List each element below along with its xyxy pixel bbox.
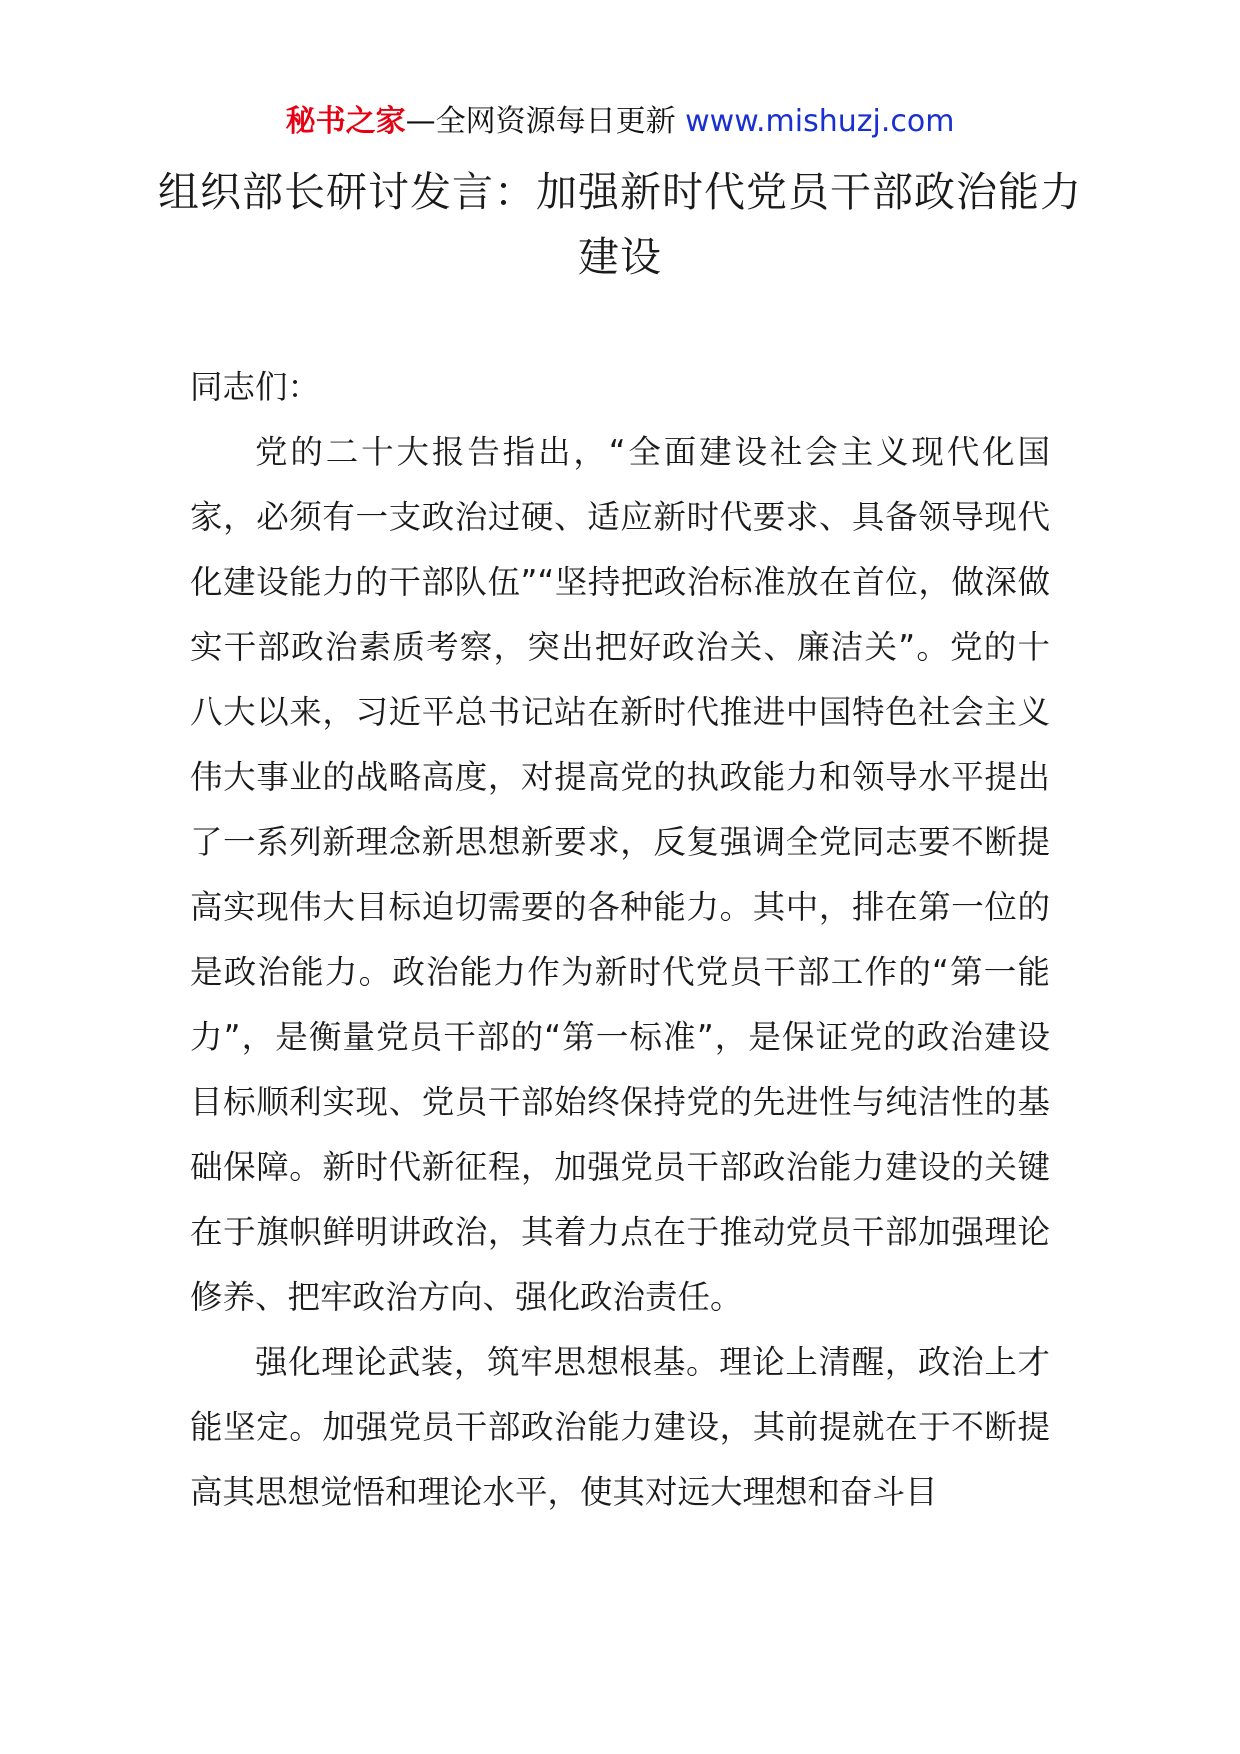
brand-name: 秘书之家	[285, 104, 406, 139]
document-title: 组织部长研讨发言：加强新时代党员干部政治能力建设	[158, 168, 1082, 281]
site-header	[0, 100, 1240, 144]
salutation: 同志们：	[190, 368, 321, 406]
paragraph-1: 党的二十大报告指出，“全面建设社会主义现代化国家，必须有一支政治过硬、适应新时代要求、具备领导现代化建设能力的干部队伍”“坚持把政治标准放在首位，做深做实干部政治素质考察，突出把好政治关、廉洁关”。党的十八大以来，习近平总书记站在新时代推进中国特色社会主义伟大事业的战略高度，对提高党的执政能力和领导水平提出了一系列新理念新思想新要求，反复强调全党同志要不断提高实现伟大目标迫切需要的各种能力。其中，排在第一位的是政治能力。政治能力作为新时代党员干部工作的“第一能力”，是衡量党员干部的“第一标准”，是保证党的政治建设目标顺利实现、党员干部始终保持党的先进性与纯洁性的基础保障。新时代新征程，加强党员干部政治能力建设的关键在于旗帜鲜明讲政治，其着力点在于推动党员干部加强理论修养、把牢政治方向、强化政治责任。	[190, 433, 1050, 1316]
site-url[interactable]: www.mishuzj.com	[685, 104, 955, 139]
header-tagline: —全网资源每日更新	[405, 104, 686, 139]
document-body	[190, 355, 1050, 1525]
paragraph-2: 强化理论武装，筑牢思想根基。理论上清醒，政治上才能坚定。加强党员干部政治能力建设，其前提就在于不断提高其思想觉悟和理论水平，使其对远大理想和奋斗目	[190, 1343, 1050, 1511]
